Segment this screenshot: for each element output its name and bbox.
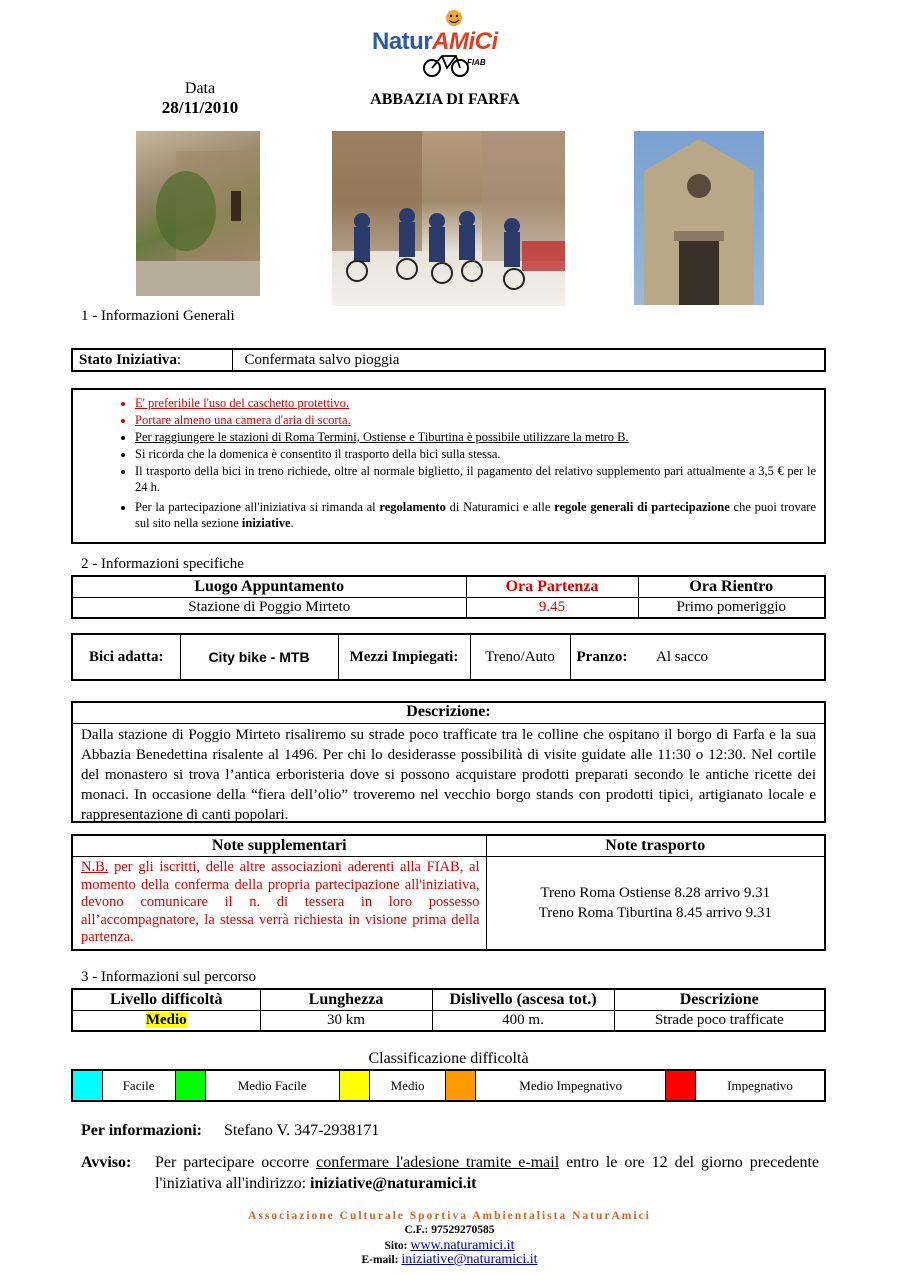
swatch-medio bbox=[339, 1070, 369, 1101]
general-notes-list bbox=[73, 395, 824, 531]
descrizione-header: Descrizione bbox=[614, 989, 825, 1011]
lunghezza-value: 30 km bbox=[260, 1011, 432, 1032]
pranzo-label: Pranzo: bbox=[570, 634, 650, 680]
contact-value: Stefano V. 347-2938171 bbox=[224, 1122, 380, 1139]
village-street-photo bbox=[136, 131, 260, 296]
note-sunday: • Si ricorda che la domenica è consentito il trasporto della bici sulla stessa. bbox=[135, 446, 816, 462]
means-table bbox=[71, 633, 826, 681]
mezzi-label: Mezzi Impiegati: bbox=[338, 634, 470, 680]
note-bike-train: • Il trasporto della bici in treno richiede, oltre al normale biglietto, il pagamento del relativo supplemento pari attualmente a 3,5 € per le 24 h. bbox=[135, 463, 816, 495]
avviso-label: Avviso: bbox=[81, 1154, 132, 1171]
general-notes-box bbox=[71, 388, 826, 544]
bici-label: Bici adatta: bbox=[72, 634, 180, 680]
livello-header: Livello difficoltà bbox=[72, 989, 260, 1011]
abbey-photo-art bbox=[634, 131, 764, 305]
swatch-medio-facile bbox=[175, 1070, 205, 1101]
note-metro: • Per raggiungere le stazioni di Roma Termini, Ostiense e Tiburtina è possibile utilizzare la metro B. bbox=[135, 429, 816, 445]
avviso-text: Per partecipare occorre confermare l'adesione tramite e-mail entro le ore 12 del giorno precedente l'iniziativa all'indirizzo: iniziative@naturamici.it bbox=[155, 1154, 820, 1192]
livello-value: Medio bbox=[72, 1011, 260, 1032]
notes-transport-table bbox=[71, 834, 826, 951]
footer-email: E-mail: iniziative@naturamici.it bbox=[361, 1252, 538, 1267]
description-box bbox=[71, 701, 826, 823]
luogo-value: Stazione di Poggio Mirteto bbox=[72, 598, 466, 619]
difficulty-legend bbox=[71, 1069, 826, 1102]
appointment-table bbox=[71, 575, 826, 619]
stato-iniziativa-table bbox=[71, 348, 826, 372]
bici-value: City bike - MTB bbox=[180, 634, 338, 680]
descrizione-value: Strade poco trafficate bbox=[614, 1011, 825, 1032]
partenza-header: Ora Partenza bbox=[466, 576, 638, 598]
cyclists-photo-art bbox=[332, 131, 565, 306]
dislivello-value: 400 m. bbox=[432, 1011, 614, 1032]
section-3-heading: 3 - Informazioni sul percorso bbox=[81, 969, 256, 985]
stato-value: Confermata salvo pioggia bbox=[232, 349, 825, 371]
treno-tiburtina: Treno Roma Tiburtina 8.45 arrivo 9.31 bbox=[538, 904, 772, 921]
logo-fiab: FIAB bbox=[467, 58, 486, 67]
avviso-block bbox=[81, 1152, 819, 1194]
legend-facile: Facile bbox=[102, 1070, 175, 1101]
legend-medio-impegnativo: Medio Impegnativo bbox=[476, 1070, 666, 1101]
luogo-header: Luogo Appuntamento bbox=[72, 576, 466, 598]
legend-medio: Medio bbox=[369, 1070, 446, 1101]
legend-impegnativo: Impegnativo bbox=[695, 1070, 825, 1101]
logo-wordmark: NaturAMiCi bbox=[372, 28, 498, 55]
note-trasporto-text bbox=[486, 857, 825, 950]
note-regulations: • Per la partecipazione all'iniziativa si rimanda al regolamento di Naturamici e alle regole generali di partecipazione che puoi trovare sul sito nella sezione iniziative. bbox=[135, 499, 816, 531]
rientro-value: Primo pomeriggio bbox=[638, 598, 825, 619]
legend-medio-facile: Medio Facile bbox=[205, 1070, 339, 1101]
swatch-medio-impegnativo bbox=[446, 1070, 476, 1101]
note-inner-tube: • Portare almeno una camera d'aria di scorta. bbox=[135, 412, 816, 428]
page-title: ABBAZIA DI FARFA bbox=[370, 91, 520, 108]
date-value: 28/11/2010 bbox=[161, 98, 239, 117]
abbey-facade-photo bbox=[634, 131, 764, 305]
partenza-value: 9.45 bbox=[466, 598, 638, 619]
cyclists-photo bbox=[332, 131, 565, 306]
date-block bbox=[150, 80, 250, 118]
mezzi-value: Treno/Auto bbox=[470, 634, 570, 680]
dislivello-header: Dislivello (ascesa tot.) bbox=[432, 989, 614, 1011]
section-1-heading: 1 - Informazioni Generali bbox=[81, 308, 235, 324]
stato-label: Stato Iniziativa: bbox=[72, 349, 232, 371]
description-text: Dalla stazione di Poggio Mirteto risaliremo su strade poco trafficate tra le colline che ospitano il borgo di Farfa e la sua Abbazia Benedettina risalente al 1496. Per chi lo desiderasse possibilità di visite guidate alle 11:30 o 12:30. Nel cortile del monastero si trova l’antica erboristeria dove si possono acquistare prodotti preparati secondo le antiche ricette dei monaci. In occasione della “fiera dell’olio” troveremo nel vecchio borgo stands con prodotti tipici, artigianato locale e rappresentazione di canti popolari. bbox=[81, 727, 816, 823]
route-table bbox=[71, 988, 826, 1032]
classification-title: Classificazione difficoltà bbox=[368, 1050, 529, 1067]
naturamici-logo bbox=[372, 8, 522, 78]
swatch-impegnativo bbox=[665, 1070, 695, 1101]
note-helmet: • E' preferibile l'uso del caschetto protettivo. bbox=[135, 395, 816, 411]
note-trasporto-header: Note trasporto bbox=[486, 835, 825, 857]
site-link[interactable]: www.naturamici.it bbox=[410, 1238, 515, 1253]
contact-label: Per informazioni: bbox=[81, 1122, 203, 1139]
footer-site: Sito: www.naturamici.it bbox=[384, 1238, 515, 1253]
note-suppl-header: Note supplementari bbox=[72, 835, 486, 857]
email-link[interactable]: iniziative@naturamici.it bbox=[401, 1252, 538, 1267]
date-label: Data bbox=[184, 80, 216, 97]
treno-ostiense: Treno Roma Ostiense 8.28 arrivo 9.31 bbox=[540, 884, 771, 901]
village-photo-art bbox=[136, 131, 260, 296]
pranzo-value: Al sacco bbox=[650, 634, 825, 680]
swatch-facile bbox=[72, 1070, 102, 1101]
section-2-heading: 2 - Informazioni specifiche bbox=[81, 556, 244, 572]
footer-cf: C.F.: 97529270585 bbox=[404, 1224, 495, 1236]
rientro-header: Ora Rientro bbox=[638, 576, 825, 598]
contact-info bbox=[81, 1122, 379, 1140]
note-suppl-text: N.B. per gli iscritti, delle altre associazioni aderenti alla FIAB, al momento della conferma della propria partecipazione all'iniziativa, devono comunicare il n. di tessera in loro possesso all’accompagnatore, la stessa verrà richiesta in visione prima della partenza. bbox=[72, 857, 486, 950]
description-header: Descrizione: bbox=[73, 703, 824, 724]
lunghezza-header: Lunghezza bbox=[260, 989, 432, 1011]
footer-association: Associazione Culturale Sportiva Ambientalista NaturAmici bbox=[248, 1210, 651, 1222]
